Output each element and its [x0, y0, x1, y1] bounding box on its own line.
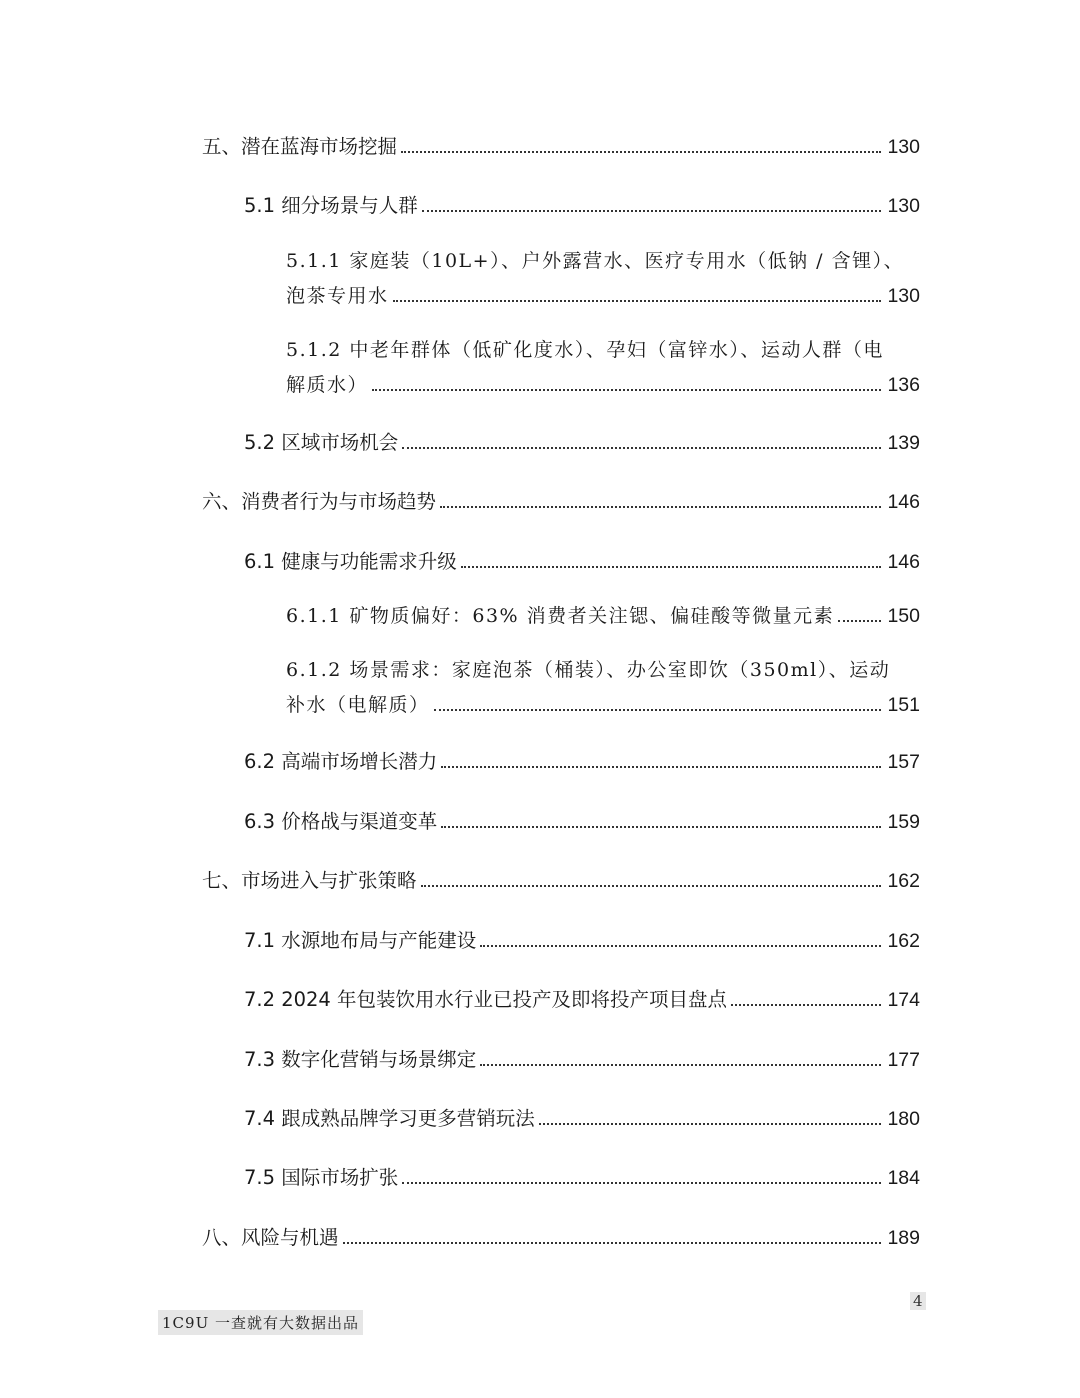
footer-watermark: 1C9U 一查就有大数据出品	[158, 1310, 363, 1335]
toc-entry-line1[interactable]: 5.1.2 中老年群体（低矿化度水）、孕妇（富锌水）、运动人群（电	[286, 339, 884, 361]
toc-entry[interactable]	[202, 869, 920, 893]
toc-entry-page: 177	[887, 1049, 920, 1071]
toc-entry-page: 162	[887, 930, 920, 952]
toc-entry[interactable]	[244, 194, 920, 218]
toc-entry-page: 151	[887, 694, 920, 716]
dot-leader	[372, 389, 881, 391]
toc-entry[interactable]	[244, 988, 920, 1012]
dot-leader	[393, 300, 882, 302]
toc-entry-title: 六、消费者行为与市场趋势	[202, 490, 437, 513]
toc-entry[interactable]	[244, 1166, 920, 1190]
toc-entry-title: 7.5 国际市场扩张	[244, 1166, 399, 1189]
toc-entry-page: 146	[887, 551, 920, 573]
toc-entry-page: 136	[887, 374, 920, 396]
dot-leader	[422, 210, 882, 212]
toc-entry-title: 五、潜在蓝海市场挖掘	[202, 135, 398, 158]
toc-entry-title: 解质水）	[286, 374, 369, 396]
toc-entry-page: 146	[887, 491, 920, 513]
toc-entry-line1[interactable]: 6.1.2 场景需求：家庭泡茶（桶装）、办公室即饮（350ml）、运动	[286, 659, 891, 681]
toc-entry-title: 7.4 跟成熟品牌学习更多营销玩法	[244, 1107, 535, 1130]
toc-entry[interactable]	[286, 284, 920, 308]
dot-leader	[401, 151, 881, 153]
toc-entry-page: 184	[887, 1167, 920, 1189]
toc-entry-title: 泡茶专用水	[286, 285, 389, 307]
dot-leader	[441, 766, 881, 768]
toc-entry[interactable]	[286, 373, 920, 397]
toc-entry-title: 补水（电解质）	[286, 694, 430, 716]
toc-entry-title: 5.2 区域市场机会	[244, 431, 399, 454]
toc-entry[interactable]	[244, 750, 920, 774]
toc-entry[interactable]	[244, 1107, 920, 1131]
dot-leader	[343, 1242, 882, 1244]
toc-entry-title: 6.1 健康与功能需求升级	[244, 550, 457, 573]
dot-leader	[838, 620, 881, 622]
dot-leader	[539, 1123, 882, 1125]
page-number: 4	[910, 1292, 926, 1310]
dot-leader	[440, 506, 881, 508]
toc-entry-page: 150	[887, 605, 920, 627]
toc-entry[interactable]	[244, 431, 920, 455]
toc-entry[interactable]	[202, 135, 920, 159]
toc-entry-line1[interactable]: 5.1.1 家庭装（10L+）、户外露营水、医疗专用水（低钠 / 含锂）、	[286, 250, 905, 272]
toc-entry-page: 139	[887, 432, 920, 454]
toc-entry-page: 130	[887, 285, 920, 307]
toc-entry-page: 174	[887, 989, 920, 1011]
toc-entry-title: 7.1 水源地布局与产能建设	[244, 929, 477, 952]
dot-leader	[402, 1182, 881, 1184]
toc-entry-title: 7.2 2024 年包装饮用水行业已投产及即将投产项目盘点	[244, 988, 728, 1011]
toc-entry-page: 162	[887, 870, 920, 892]
toc-entry[interactable]	[244, 1048, 920, 1072]
toc-entry[interactable]	[202, 490, 920, 514]
toc-entry-title: 七、市场进入与扩张策略	[202, 869, 417, 892]
toc-entry-title: 7.3 数字化营销与场景绑定	[244, 1048, 477, 1071]
dot-leader	[480, 1064, 881, 1066]
toc-entry[interactable]	[244, 550, 920, 574]
toc-entry-page: 180	[887, 1108, 920, 1130]
toc-entry-page: 159	[887, 811, 920, 833]
toc-entry-title: 6.1.1 矿物质偏好：63% 消费者关注锶、偏硅酸等微量元素	[286, 605, 835, 627]
dot-leader	[731, 1004, 881, 1006]
dot-leader	[402, 447, 881, 449]
toc-entry-page: 130	[887, 195, 920, 217]
toc-entry-title: 6.3 价格战与渠道变革	[244, 810, 438, 833]
dot-leader	[461, 566, 882, 568]
dot-leader	[421, 885, 882, 887]
toc-entry[interactable]	[286, 693, 920, 717]
dot-leader	[434, 709, 882, 711]
toc-entry-page: 130	[887, 136, 920, 158]
toc-entry[interactable]	[202, 1226, 920, 1250]
toc-entry-title: 5.1 细分场景与人群	[244, 194, 418, 217]
toc-entry[interactable]	[244, 929, 920, 953]
toc-entry-title: 八、风险与机遇	[202, 1226, 339, 1249]
toc-entry[interactable]	[286, 604, 920, 628]
toc-entry-page: 189	[887, 1227, 920, 1249]
toc-entry-page: 157	[887, 751, 920, 773]
toc-entry[interactable]	[244, 810, 920, 834]
toc-entry-title: 6.2 高端市场增长潜力	[244, 750, 438, 773]
dot-leader	[480, 945, 881, 947]
dot-leader	[441, 826, 881, 828]
